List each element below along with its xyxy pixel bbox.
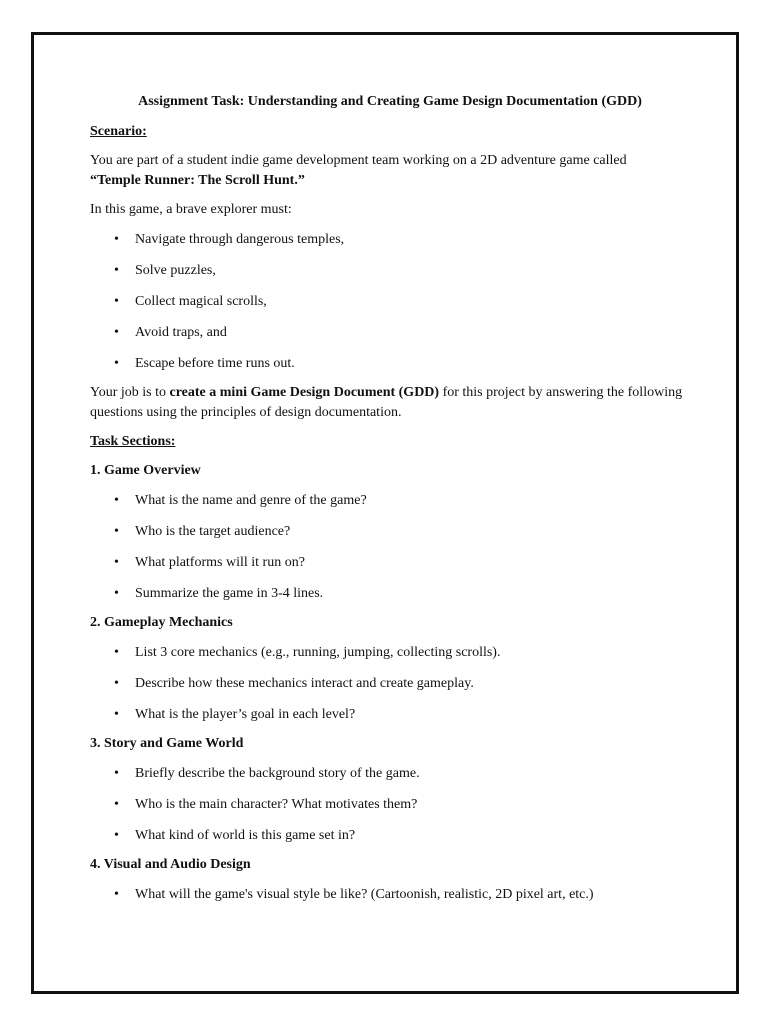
bullet-icon: • (114, 828, 119, 843)
bullet-icon: • (114, 766, 119, 781)
bullet-icon: • (114, 676, 119, 691)
document-body (90, 92, 690, 914)
bullet-icon: • (114, 586, 119, 601)
bullet-icon: • (114, 263, 119, 278)
list-item: • Solve puzzles, (90, 261, 690, 281)
list-item: • What kind of world is this game set in? (90, 826, 690, 846)
job-bold: create a mini Game Design Document (GDD) (169, 385, 440, 400)
section-title: 3. Story and Game World (90, 736, 244, 751)
list-item: • Who is the target audience? (90, 522, 690, 542)
bullet-icon: • (114, 524, 119, 539)
task-sections-heading: Task Sections: (90, 434, 176, 449)
list-item: • Collect magical scrolls, (90, 292, 690, 312)
job-prefix: Your job is to (90, 385, 166, 400)
bullet-icon: • (114, 887, 119, 902)
list-item: • List 3 core mechanics (e.g., running, jumping, collecting scrolls). (90, 643, 690, 663)
bullet-icon: • (114, 356, 119, 371)
job-paragraph (90, 383, 690, 423)
bullet-icon: • (114, 325, 119, 340)
document-title: Assignment Task: Understanding and Creating Game Design Documentation (GDD) (138, 94, 642, 109)
list-item: • Navigate through dangerous temples, (90, 230, 690, 250)
list-item: • What platforms will it run on? (90, 553, 690, 573)
list-item: • Who is the main character? What motivates them? (90, 795, 690, 815)
scenario-intro (90, 151, 690, 191)
bullet-icon: • (114, 555, 119, 570)
bullet-icon: • (114, 493, 119, 508)
bullet-icon: • (114, 707, 119, 722)
list-item: • Describe how these mechanics interact and create gameplay. (90, 674, 690, 694)
scenario-list (90, 230, 690, 374)
list-item: • What will the game's visual style be like? (Cartoonish, realistic, 2D pixel art, etc.) (90, 885, 690, 905)
list-item: • Summarize the game in 3-4 lines. (90, 584, 690, 604)
bullet-icon: • (114, 645, 119, 660)
section-title: 1. Game Overview (90, 463, 201, 478)
game-name: “Temple Runner: The Scroll Hunt.” (90, 173, 305, 188)
scenario-heading: Scenario: (90, 124, 147, 139)
list-item: • What is the name and genre of the game? (90, 491, 690, 511)
list-item: • Escape before time runs out. (90, 354, 690, 374)
section-list (90, 491, 690, 604)
bullet-icon: • (114, 797, 119, 812)
section-list (90, 643, 690, 725)
list-item: • What is the player’s goal in each level? (90, 705, 690, 725)
list-item: • Briefly describe the background story of the game. (90, 764, 690, 784)
job-suffix: for this project by answering the following questions using the principles of design documentation. (90, 385, 683, 420)
bullet-icon: • (114, 294, 119, 309)
section-title: 2. Gameplay Mechanics (90, 615, 233, 630)
scenario-intro-text: You are part of a student indie game development team working on a 2D adventure game called (90, 153, 627, 168)
section-list (90, 885, 690, 905)
bullet-icon: • (114, 232, 119, 247)
scenario-lead-in: In this game, a brave explorer must: (90, 202, 292, 217)
section-title: 4. Visual and Audio Design (90, 857, 251, 872)
list-item: • Avoid traps, and (90, 323, 690, 343)
section-list (90, 764, 690, 846)
